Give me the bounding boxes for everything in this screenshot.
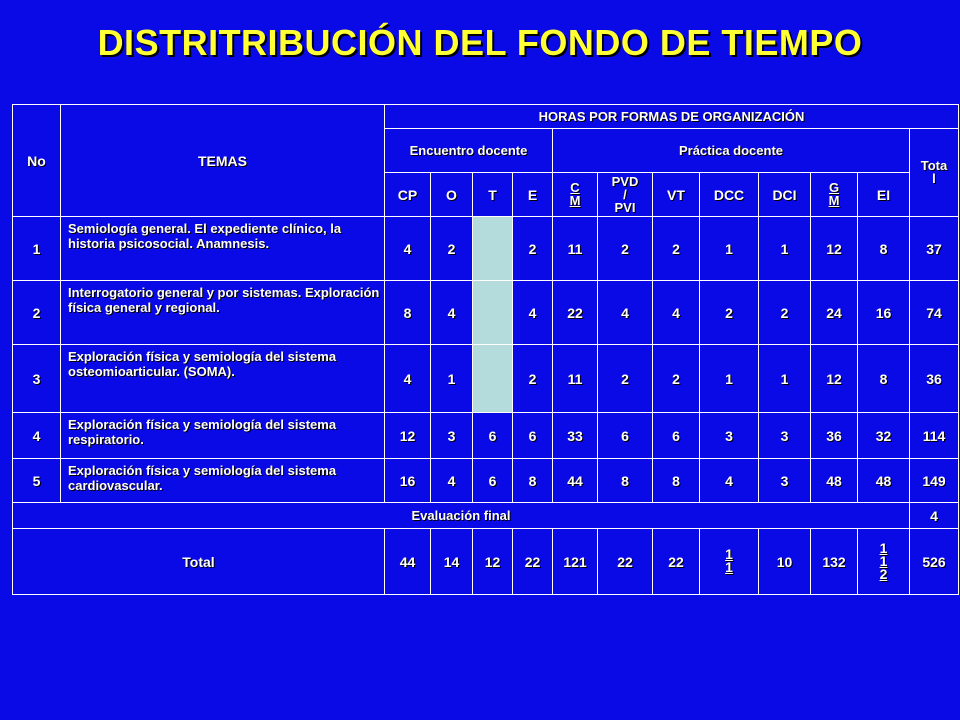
header-pvd-3: PVI [614, 199, 636, 215]
total-cp: 44 [385, 529, 431, 595]
cell-dcc: 1 [700, 345, 759, 413]
row-no: 2 [13, 281, 61, 345]
table-row [13, 217, 959, 281]
cell-vt: 4 [653, 281, 700, 345]
row-no: 4 [13, 413, 61, 459]
header-horas: HORAS POR FORMAS DE ORGANIZACIÓN [385, 105, 959, 129]
cell-cm: 22 [553, 281, 598, 345]
header-dcc: DCC [700, 173, 759, 217]
table-row [13, 281, 959, 345]
total-dci: 10 [759, 529, 811, 595]
evaluation-label: Evaluación final [13, 503, 910, 529]
cell-dci: 3 [759, 413, 811, 459]
cell-t: 6 [473, 413, 513, 459]
header-temas: TEMAS [61, 105, 385, 217]
cell-e: 4 [513, 281, 553, 345]
header-gm [811, 173, 858, 217]
header-cm [553, 173, 598, 217]
header-vt: VT [653, 173, 700, 217]
cell-vt: 6 [653, 413, 700, 459]
cell-pvd: 6 [598, 413, 653, 459]
cell-ei: 16 [858, 281, 910, 345]
cell-total: 37 [910, 217, 959, 281]
total-ei-1: 1 [879, 539, 888, 556]
cell-e: 2 [513, 217, 553, 281]
cell-ei: 8 [858, 345, 910, 413]
header-dci: DCI [759, 173, 811, 217]
cell-t-shaded [473, 217, 513, 281]
cell-pvd: 8 [598, 459, 653, 503]
row-tema: Exploración física y semiología del sistema osteomioarticular. (SOMA). [61, 345, 385, 413]
row-tema: Interrogatorio general y por sistemas. Exploración física general y regional. [61, 281, 385, 345]
cell-e: 8 [513, 459, 553, 503]
cell-ei: 48 [858, 459, 910, 503]
cell-cm: 44 [553, 459, 598, 503]
cell-vt: 8 [653, 459, 700, 503]
header-practica-docente: Práctica docente [553, 129, 910, 173]
cell-total: 149 [910, 459, 959, 503]
row-tema: Semiología general. El expediente clínico, la historia psicosocial. Anamnesis. [61, 217, 385, 281]
time-distribution-table [12, 104, 959, 595]
total-ei-2: 1 [879, 552, 888, 569]
cell-vt: 2 [653, 345, 700, 413]
page-title: DISTRITRIBUCIÓN DEL FONDO DE TIEMPO [97, 22, 863, 63]
header-ei: EI [858, 173, 910, 217]
header-total [910, 129, 959, 217]
header-gm-top: G [828, 180, 840, 195]
cell-gm: 12 [811, 345, 858, 413]
total-dcc-2: 1 [725, 559, 733, 575]
total-ei-3: 2 [879, 565, 888, 582]
cell-e: 6 [513, 413, 553, 459]
header-pvd-2: / [623, 186, 627, 202]
header-total-bottom: l [932, 171, 936, 186]
cell-cp: 8 [385, 281, 431, 345]
header-pvd-1: PVD [611, 173, 639, 189]
cell-t: 6 [473, 459, 513, 503]
cell-cp: 12 [385, 413, 431, 459]
cell-cp: 4 [385, 217, 431, 281]
row-no: 5 [13, 459, 61, 503]
cell-o: 3 [431, 413, 473, 459]
header-cm-bottom: M [569, 193, 581, 208]
cell-gm: 48 [811, 459, 858, 503]
cell-dcc: 3 [700, 413, 759, 459]
header-no: No [13, 105, 61, 217]
header-o: O [431, 173, 473, 217]
cell-cp: 4 [385, 345, 431, 413]
cell-total: 36 [910, 345, 959, 413]
total-o: 14 [431, 529, 473, 595]
cell-dci: 3 [759, 459, 811, 503]
totals-label: Total [13, 529, 385, 595]
total-t: 12 [473, 529, 513, 595]
cell-dci: 2 [759, 281, 811, 345]
cell-pvd: 2 [598, 217, 653, 281]
cell-dci: 1 [759, 345, 811, 413]
cell-ei: 32 [858, 413, 910, 459]
total-cm: 121 [553, 529, 598, 595]
totals-row [13, 529, 959, 595]
row-tema: Exploración física y semiología del sistema cardiovascular. [61, 459, 385, 503]
cell-t-shaded [473, 281, 513, 345]
cell-dcc: 1 [700, 217, 759, 281]
table-row [13, 345, 959, 413]
header-t: T [473, 173, 513, 217]
cell-dcc: 4 [700, 459, 759, 503]
header-e: E [513, 173, 553, 217]
evaluation-row [13, 503, 959, 529]
table-row [13, 459, 959, 503]
cell-o: 4 [431, 281, 473, 345]
header-gm-bottom: M [828, 193, 840, 208]
cell-cm: 33 [553, 413, 598, 459]
cell-gm: 36 [811, 413, 858, 459]
cell-o: 4 [431, 459, 473, 503]
cell-cp: 16 [385, 459, 431, 503]
cell-pvd: 4 [598, 281, 653, 345]
cell-e: 2 [513, 345, 553, 413]
header-cp: CP [385, 173, 431, 217]
evaluation-total: 4 [910, 503, 959, 529]
total-pvd: 22 [598, 529, 653, 595]
row-tema: Exploración física y semiología del sistema respiratorio. [61, 413, 385, 459]
cell-pvd: 2 [598, 345, 653, 413]
total-dcc-1: 1 [725, 546, 733, 562]
total-dcc [700, 529, 759, 595]
table-row [13, 413, 959, 459]
cell-ei: 8 [858, 217, 910, 281]
row-no: 3 [13, 345, 61, 413]
cell-total: 74 [910, 281, 959, 345]
cell-t-shaded [473, 345, 513, 413]
cell-gm: 12 [811, 217, 858, 281]
header-cm-top: C [570, 180, 580, 195]
cell-o: 1 [431, 345, 473, 413]
cell-dci: 1 [759, 217, 811, 281]
cell-total: 114 [910, 413, 959, 459]
total-e: 22 [513, 529, 553, 595]
cell-vt: 2 [653, 217, 700, 281]
total-vt: 22 [653, 529, 700, 595]
total-ei [858, 529, 910, 595]
cell-cm: 11 [553, 217, 598, 281]
header-total-top: Tota [920, 158, 948, 173]
header-encuentro-docente: Encuentro docente [385, 129, 553, 173]
cell-o: 2 [431, 217, 473, 281]
row-no: 1 [13, 217, 61, 281]
cell-dcc: 2 [700, 281, 759, 345]
total-grand: 526 [910, 529, 959, 595]
total-gm: 132 [811, 529, 858, 595]
header-pvd [598, 173, 653, 217]
cell-gm: 24 [811, 281, 858, 345]
cell-cm: 11 [553, 345, 598, 413]
